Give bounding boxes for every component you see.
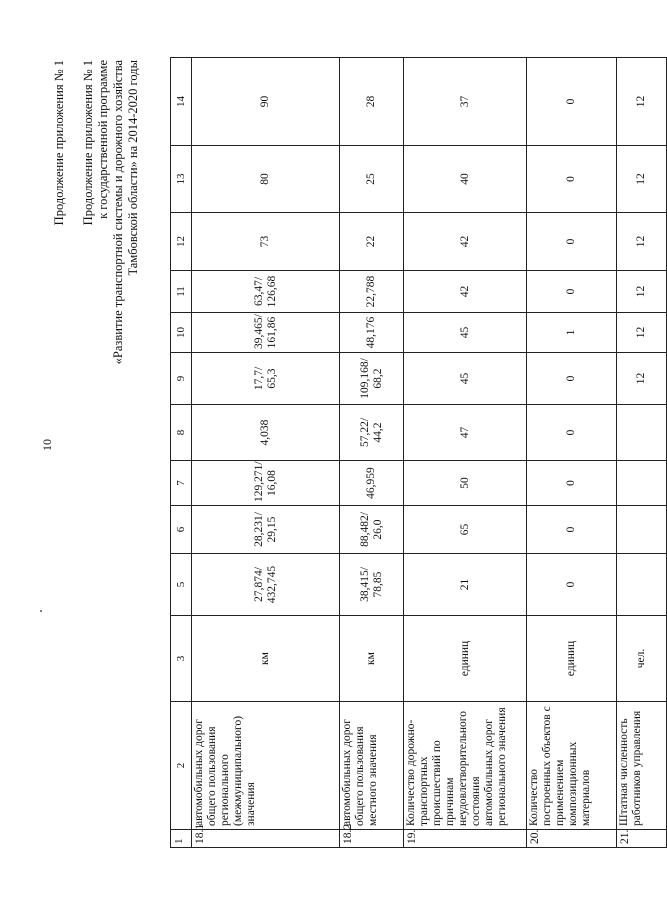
value-cell — [617, 461, 667, 506]
value-cell: 88,482/ 26,0 — [340, 506, 404, 554]
value-cell: 0 — [527, 146, 617, 213]
column-header: 3 — [171, 616, 192, 702]
value-cell: 1 — [527, 313, 617, 353]
unit-cell: км — [192, 616, 340, 702]
column-header: 11 — [171, 271, 192, 313]
page-number: 10 — [40, 439, 54, 451]
unit-cell: чел. — [617, 616, 667, 702]
column-header: 7 — [171, 461, 192, 506]
indicator-name: Количество построенных объектов с применением композиционных материалов — [527, 702, 617, 830]
column-header: 10 — [171, 313, 192, 353]
unit-cell: км — [340, 616, 404, 702]
table-header-row — [171, 58, 192, 848]
value-cell: 12 — [617, 213, 667, 271]
value-cell: 50 — [404, 461, 527, 506]
table-row — [192, 58, 340, 848]
value-cell: 47 — [404, 405, 527, 461]
indicator-name: автомобильных дорог общего пользования регионального (межмуниципального) значения — [192, 702, 340, 830]
value-cell: 22 — [340, 213, 404, 271]
column-header: 12 — [171, 213, 192, 271]
value-cell: 0 — [527, 405, 617, 461]
column-header: 14 — [171, 58, 192, 146]
value-cell: 0 — [527, 58, 617, 146]
value-cell: 38,415/ 78,85 — [340, 554, 404, 616]
value-cell: 42 — [404, 213, 527, 271]
value-cell: 80 — [192, 146, 340, 213]
value-cell: 27,874/ 432,745 — [192, 554, 340, 616]
value-cell: 0 — [527, 554, 617, 616]
value-cell: 45 — [404, 313, 527, 353]
row-number: 21. — [617, 830, 667, 848]
header-line-3: «Развитие транспортной системы и дорожного хозяйства — [111, 60, 125, 365]
column-header: 8 — [171, 405, 192, 461]
table-row — [404, 58, 527, 848]
value-cell: 4,038 — [192, 405, 340, 461]
value-cell: 22,788 — [340, 271, 404, 313]
table-row — [527, 58, 617, 848]
indicator-name: Количество дорожно-транспортных происшествий по причинам неудовлетворительного состояния автомобильных дорог регионального значения — [404, 702, 527, 830]
table-row — [617, 58, 667, 848]
value-cell: 12 — [617, 313, 667, 353]
row-number: 20. — [527, 830, 617, 848]
value-cell: 0 — [527, 506, 617, 554]
value-cell: 28,231/ 29,15 — [192, 506, 340, 554]
value-cell: 45 — [404, 353, 527, 405]
value-cell: 42 — [404, 271, 527, 313]
column-header: 13 — [171, 146, 192, 213]
column-header: 1 — [171, 830, 192, 848]
value-cell: 12 — [617, 146, 667, 213]
indicator-name: Штатная численность работников управления — [617, 702, 667, 830]
value-cell: 73 — [192, 213, 340, 271]
header-continuation: Продолжение приложения № 1 — [52, 60, 66, 226]
column-header: 6 — [171, 506, 192, 554]
value-cell: 12 — [617, 271, 667, 313]
indicators-table — [170, 57, 667, 848]
header-line-1: Продолжение приложения № 1 — [81, 60, 95, 226]
unit-cell: единиц — [404, 616, 527, 702]
value-cell: 57,22/ 44,2 — [340, 405, 404, 461]
value-cell — [617, 554, 667, 616]
header-line-4: Тамбовской области» на 2014-2020 годы — [126, 60, 140, 276]
value-cell: 17,7/ 65,3 — [192, 353, 340, 405]
value-cell: 12 — [617, 58, 667, 146]
value-cell: 65 — [404, 506, 527, 554]
value-cell: 39,465/ 161,86 — [192, 313, 340, 353]
column-header: 5 — [171, 554, 192, 616]
row-number: 19. — [404, 830, 527, 848]
column-header: 9 — [171, 353, 192, 405]
value-cell: 0 — [527, 353, 617, 405]
header-line-2: к государственной программе — [96, 60, 110, 219]
row-number: 18.1 — [192, 830, 340, 848]
value-cell: 109,168/ 68,2 — [340, 353, 404, 405]
value-cell: 25 — [340, 146, 404, 213]
table-row — [340, 58, 404, 848]
value-cell: 37 — [404, 58, 527, 146]
value-cell: 129,271/ 16,08 — [192, 461, 340, 506]
value-cell — [617, 506, 667, 554]
value-cell: 21 — [404, 554, 527, 616]
value-cell: 0 — [527, 213, 617, 271]
value-cell — [617, 405, 667, 461]
value-cell: 0 — [527, 271, 617, 313]
unit-cell: единиц — [527, 616, 617, 702]
value-cell: 0 — [527, 461, 617, 506]
appendix-header — [52, 60, 141, 364]
column-header: 2 — [171, 702, 192, 830]
value-cell: 28 — [340, 58, 404, 146]
value-cell: 40 — [404, 146, 527, 213]
indicator-name: автомобильных дорог общего пользования местного значения — [340, 702, 404, 830]
value-cell: 90 — [192, 58, 340, 146]
row-number: 18.2 — [340, 830, 404, 848]
value-cell: 48,176 — [340, 313, 404, 353]
value-cell: 63,47/ 126,68 — [192, 271, 340, 313]
value-cell: 46,959 — [340, 461, 404, 506]
value-cell: 12 — [617, 353, 667, 405]
